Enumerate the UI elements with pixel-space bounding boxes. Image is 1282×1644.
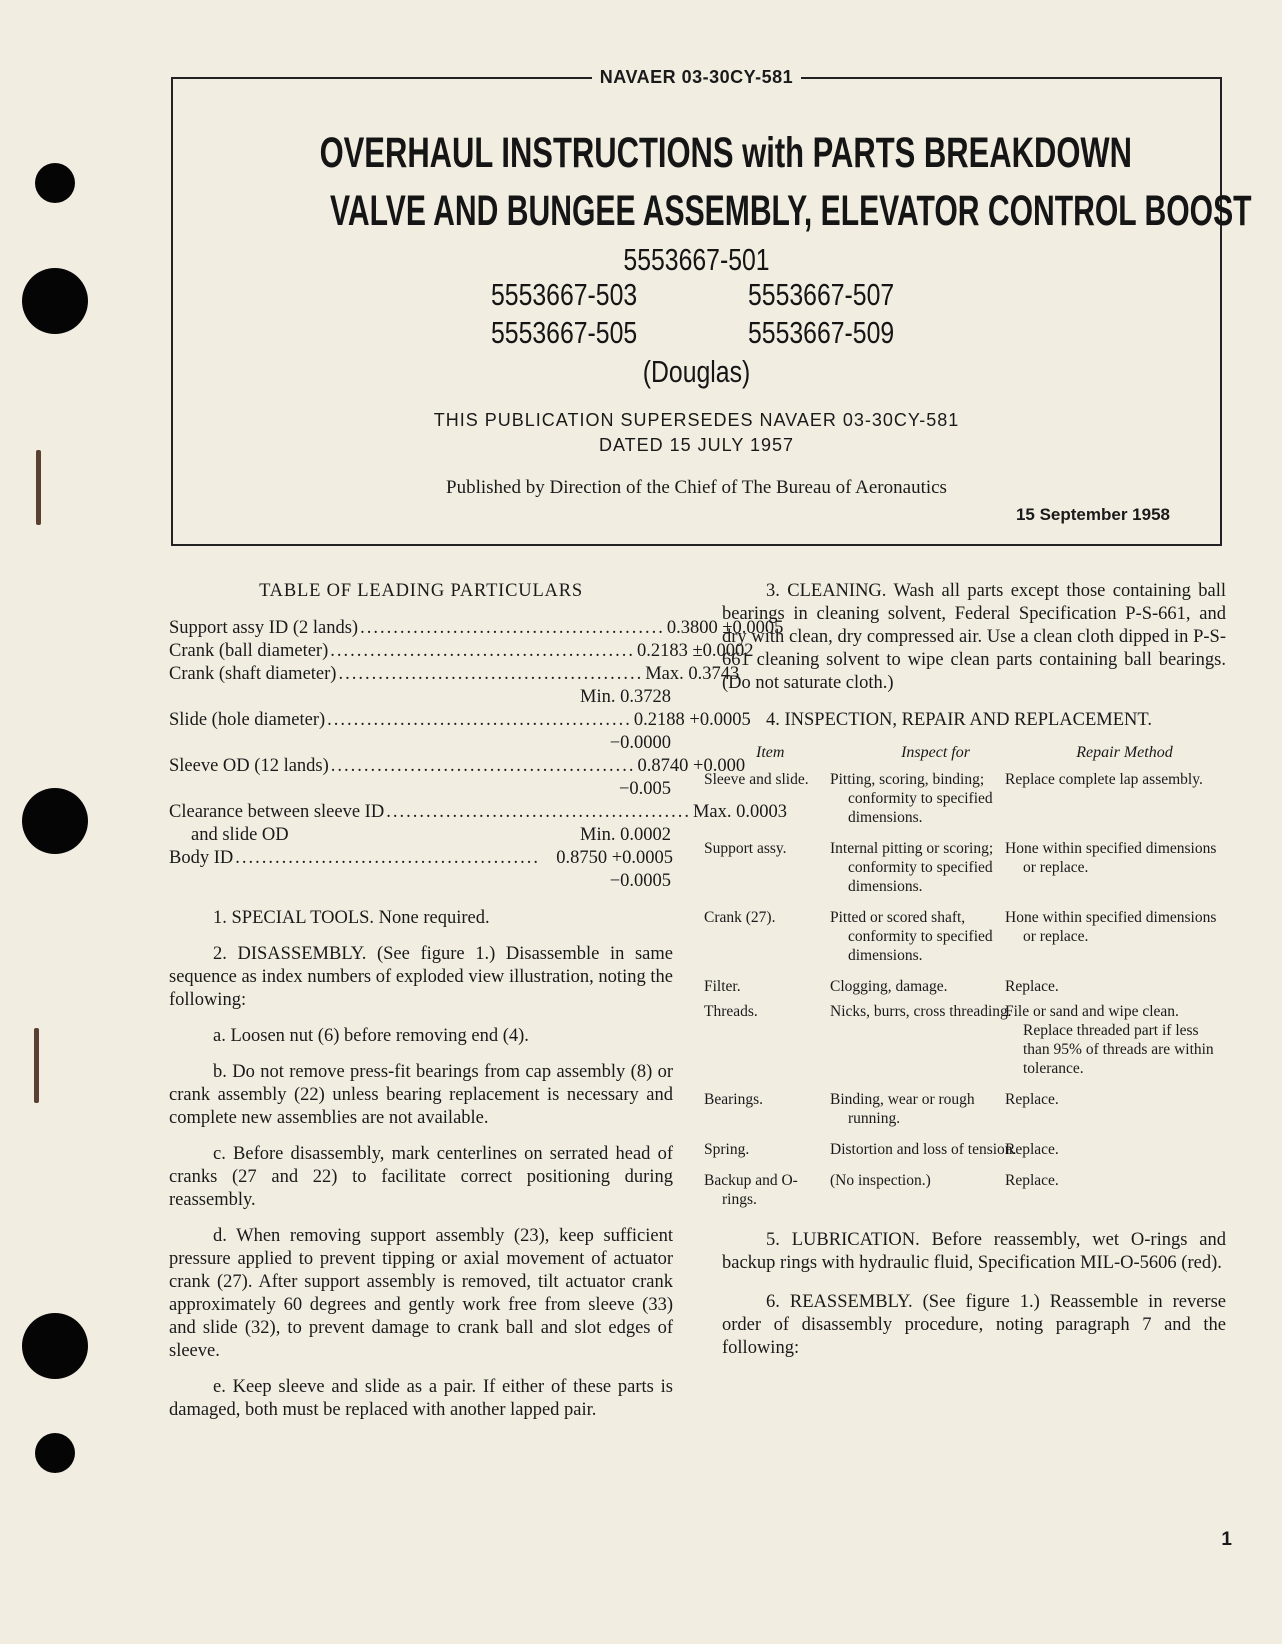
inspection-table-header: [722, 742, 1226, 770]
publication-date: 15 September 1958: [1015, 505, 1170, 524]
special-tools-paragraph: 1. SPECIAL TOOLS. None required.: [213, 908, 490, 928]
particular-row: Slide (hole diameter) .............................................. 0.2188 +0.0005: [169, 710, 751, 730]
particular-row: Sleeve OD (12 lands) .............................................. 0.8740 +0.000: [169, 756, 746, 776]
table-row: Sleeve and slide. Pitting, scoring, binding; conformity to specified dimensions. Replace complete lap assembly.: [704, 771, 1203, 826]
publication-number: NAVAER 03-30CY-581: [173, 67, 1220, 88]
table-row: Support assy. Internal pitting or scoring; conformity to specified dimensions. Hone within specified dimensions or replace.: [704, 840, 1217, 895]
part-number: 5553667-505: [491, 315, 638, 350]
particular-row-continued: and slide OD Min. 0.0002: [191, 825, 671, 845]
main-title: OVERHAUL INSTRUCTIONS with PARTS BREAKDOWN: [319, 129, 1132, 177]
table-row: Crank (27). Pitted or scored shaft, conformity to specified dimensions. Hone within specified dimensions or replace.: [704, 909, 1217, 964]
margin-mark: [34, 1028, 39, 1103]
table-row: Bearings. Binding, wear or rough running. Replace.: [704, 1091, 1059, 1127]
margin-mark: [36, 450, 41, 525]
page-number: 1: [1221, 1529, 1232, 1550]
inspection-table: [704, 742, 1226, 1221]
disassembly-step-d: d. When removing support assembly (23), keep sufficient pressure applied to prevent tipping or axial movement of actuator crank (27). After support assembly is removed, tilt actuator crank approximately 60 degrees and gently work free from sleeve (33) and slide (32), to prevent damage to crank ball and slot edges of sleeve.: [169, 1226, 673, 1361]
table-row: Spring. Distortion and loss of tension. Replace.: [704, 1141, 1059, 1158]
column-header-repair: Repair Method: [1076, 744, 1173, 761]
published-by: Published by Direction of the Chief of The Bureau of Aeronautics: [446, 477, 947, 498]
table-row: Backup and O-rings. (No inspection.) Replace.: [704, 1172, 1059, 1208]
particular-value: −0.0000: [609, 733, 671, 753]
part-number: 5553667-509: [748, 315, 895, 350]
part-number: 5553667-507: [748, 277, 895, 312]
particular-value: −0.0005: [609, 871, 671, 891]
inspection-heading: 4. INSPECTION, REPAIR AND REPLACEMENT.: [766, 710, 1152, 730]
reassembly-paragraph: 6. REASSEMBLY. (See figure 1.) Reassemble in reverse order of disassembly procedure, noting paragraph 7 and the following:: [722, 1292, 1226, 1358]
subtitle: VALVE AND BUNGEE ASSEMBLY, ELEVATOR CONTROL BOOST: [330, 187, 1252, 235]
binder-hole: [35, 1433, 75, 1473]
column-header-item: Item: [756, 744, 785, 761]
disassembly-step-a: a. Loosen nut (6) before removing end (4).: [213, 1026, 529, 1046]
particular-row: Support assy ID (2 lands) .............................................. 0.3800 ±0.0005: [169, 618, 784, 638]
table-row: Threads. Nicks, burrs, cross threading. File or sand and wipe clean. Replace threaded part if less than 95% of threads are within tolerance.: [704, 1003, 1214, 1077]
supersedes-notice: THIS PUBLICATION SUPERSEDES NAVAER 03-30CY-581: [433, 410, 960, 430]
part-number: 5553667-503: [491, 277, 638, 312]
particular-value: −0.005: [618, 779, 671, 799]
cleaning-paragraph: 3. CLEANING. Wash all parts except those containing ball bearings in cleaning solvent, Federal Specification P-S-661, and dry with clean, dry compressed air. Use a clean cloth dipped in P-S-661 cleaning solvent to wipe clean parts containing ball bearings. (Do not saturate cloth.): [722, 581, 1226, 693]
table-row: Filter. Clogging, damage. Replace.: [704, 978, 1059, 995]
leading-particulars-title: TABLE OF LEADING PARTICULARS: [259, 581, 583, 601]
column-header-inspect: Inspect for: [901, 744, 970, 761]
particular-row: Clearance between sleeve ID .............................................. Max. 0.0003: [169, 802, 787, 822]
disassembly-step-e: e. Keep sleeve and slide as a pair. If either of these parts is damaged, both must be replaced with another lapped pair.: [169, 1377, 673, 1420]
particular-row: Crank (ball diameter) .............................................. 0.2183 ±0.0002: [169, 641, 754, 661]
disassembly-step-b: b. Do not remove press-fit bearings from cap assembly (8) or crank assembly (22) unless bearing replacement is necessary and complete new assemblies are not available.: [169, 1062, 673, 1128]
binder-hole: [22, 788, 88, 854]
manufacturer: (Douglas): [642, 354, 751, 389]
supersedes-date: DATED 15 JULY 1957: [598, 435, 795, 455]
particular-row: Crank (shaft diameter) .............................................. Max. 0.3743: [169, 664, 740, 684]
binder-hole: [35, 163, 75, 203]
particular-row: Body ID .............................................. 0.8750 +0.0005: [169, 848, 673, 868]
disassembly-paragraph: 2. DISASSEMBLY. (See figure 1.) Disassemble in same sequence as index numbers of exploded view illustration, noting the following:: [169, 944, 673, 1010]
part-number: 5553667-501: [623, 242, 770, 277]
disassembly-step-c: c. Before disassembly, mark centerlines on serrated head of cranks (27 and 22) to facilitate correct positioning during reassembly.: [169, 1144, 673, 1210]
title-box: [171, 67, 1252, 546]
particular-value: Min. 0.3728: [580, 687, 671, 707]
binder-hole: [22, 268, 88, 334]
binder-hole: [22, 1313, 88, 1379]
right-column: [704, 580, 1226, 1360]
lubrication-paragraph: 5. LUBRICATION. Before reassembly, wet O-rings and backup rings with hydraulic fluid, Specification MIL-O-5606 (red).: [722, 1230, 1226, 1273]
